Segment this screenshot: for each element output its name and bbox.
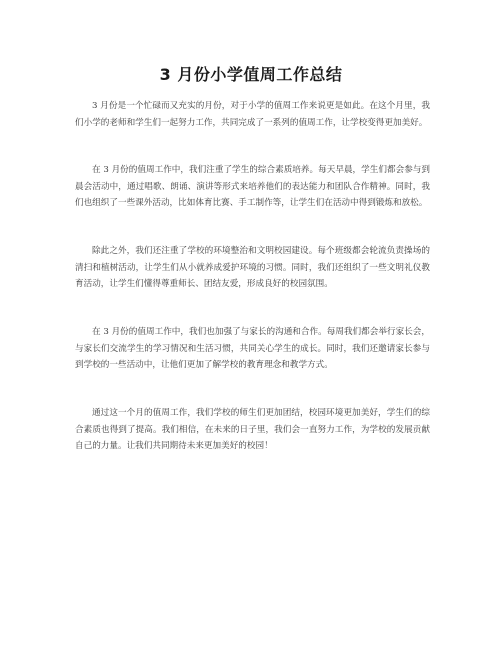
paragraph-conclusion: 通过这一个月的值周工作，我们学校的师生们更加团结，校园环境更加美好，学生们的综合素质也得到了提高。我们相信，在未来的日子里，我们会一直努力工作，为学校的发展贡献自己的力量。让我们共同期待未来更加美好的校园！ <box>75 408 430 452</box>
paragraph-parent-communication: 在 3 月份的值周工作中，我们也加强了与家长的沟通和合作。每周我们都会举行家长会，与家长们交流学生的学习情况和生活习惯，共同关心学生的成长。同时，我们还邀请家长参与到学校的一些活动中，让他们更加了解学校的教育理念和教学方式。 <box>75 327 430 371</box>
document-title: 3 月份小学值周工作总结 <box>159 65 343 84</box>
paragraph-student-quality: 在 3 月份的值周工作中，我们注重了学生的综合素质培养。每天早晨，学生们都会参与到晨会活动中，通过唱歌、朗诵、演讲等形式来培养他们的表达能力和团队合作精神。同时，我们也组织了一些课外活动，比如体育比赛、手工制作等，让学生们在活动中得到锻炼和放松。 <box>75 165 430 209</box>
paragraph-campus-environment: 除此之外，我们还注重了学校的环境整治和文明校园建设。每个班级都会轮流负责操场的清扫和植树活动，让学生们从小就养成爱护环境的习惯。同时，我们还组织了一些文明礼仪教育活动，让学生们懂得尊重师长、团结友爱，形成良好的校园氛围。 <box>75 246 430 290</box>
paragraph-intro: 3 月份是一个忙碌而又充实的月份，对于小学的值周工作来说更是如此。在这个月里，我们小学的老师和学生们一起努力工作，共同完成了一系列的值周工作，让学校变得更加美好。 <box>75 101 430 128</box>
